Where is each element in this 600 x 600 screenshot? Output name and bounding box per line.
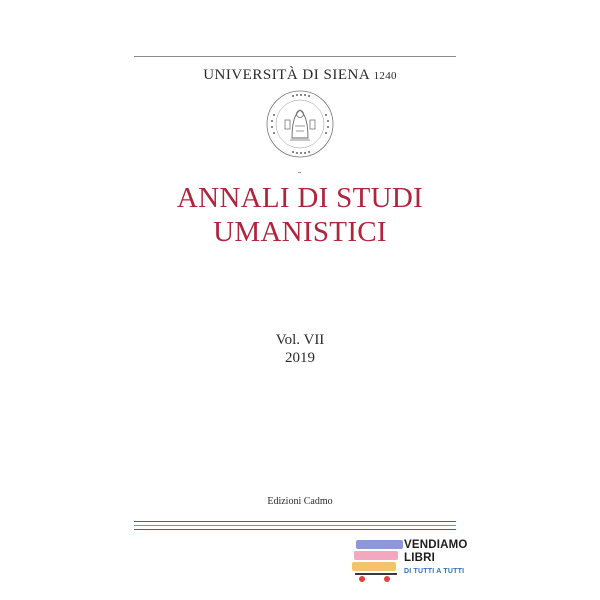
book-stripe-pink (354, 551, 398, 560)
title-line-2: UMANISTICI (213, 216, 387, 248)
volume-year: 2019 (285, 350, 315, 366)
bottom-rules (134, 521, 456, 533)
book-stripe-yellow (352, 562, 396, 571)
volume-info (0, 331, 600, 367)
university-seal-icon (262, 86, 338, 162)
top-rule (134, 56, 456, 57)
cart-wheel-icon (359, 576, 365, 582)
watermark-line-3: DI TUTTI A TUTTI (404, 568, 465, 575)
rule-red-bottom (134, 529, 456, 530)
university-heading (0, 67, 600, 84)
university-name: UNIVERSITÀ DI SIENA (203, 67, 370, 83)
watermark-line-1: VENDIAMO (404, 539, 468, 551)
book-stripe-blue (356, 540, 403, 549)
rule-red-top (134, 521, 456, 522)
watermark-line-2: LIBRI (404, 552, 436, 564)
title-line-1: ANNALI DI STUDI (176, 182, 424, 214)
university-year: 1240 (373, 70, 397, 82)
volume-number: Vol. VII (275, 332, 325, 348)
cart-wheel-icon (384, 576, 390, 582)
journal-title (0, 181, 600, 249)
watermark-logo (352, 540, 512, 588)
rule-gray-middle (134, 525, 456, 526)
seal-mark (298, 172, 301, 173)
publisher-name: Edizioni Cadmo (267, 496, 333, 507)
book-cart-icon (355, 573, 397, 575)
